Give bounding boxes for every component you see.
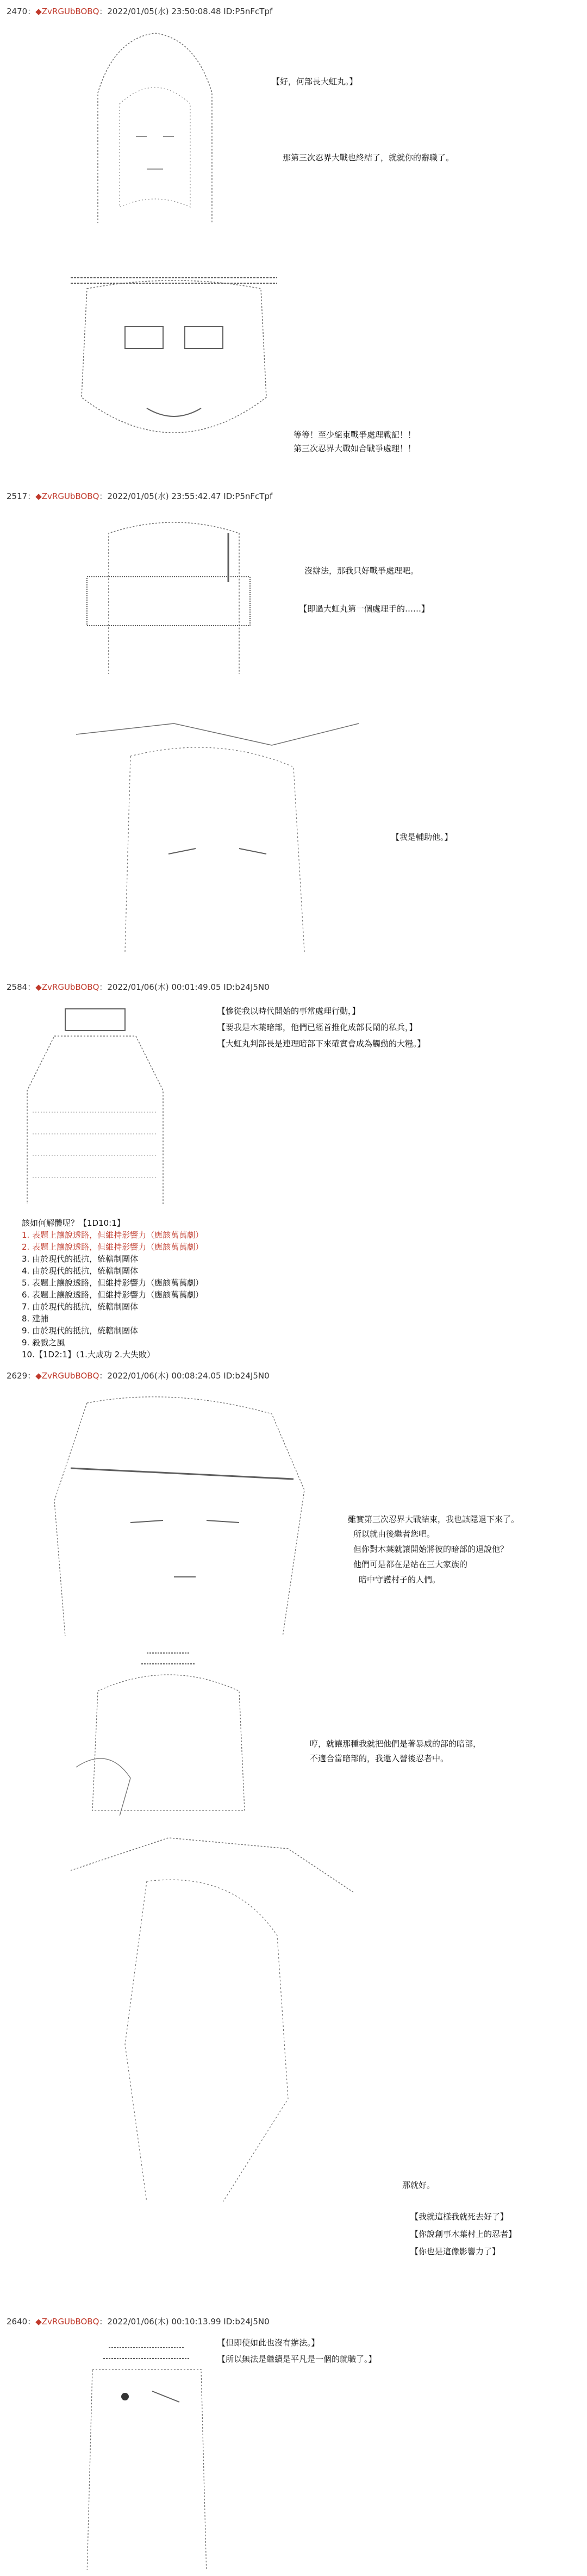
dialogue-line: 【好，何部長大虹丸。】	[272, 77, 358, 86]
trip-diamond-icon: ◆	[35, 1371, 42, 1381]
ascii-art-hooded-figure	[65, 28, 245, 223]
poster-name[interactable]: ZvRGUbBOBQ	[41, 2317, 99, 2326]
post-date: ：2022/01/05(水) 23:50:08.48 ID:P5nFcTpf	[99, 7, 273, 16]
trip-diamond-icon: ◆	[35, 491, 42, 501]
post-date: ：2022/01/06(木) 00:08:24.05 ID:b24J5N0	[99, 1371, 270, 1381]
ascii-art-figure	[22, 997, 196, 1204]
ascii-art-figure	[60, 1821, 364, 2201]
vote-intro: 該如何解體呢？【1D10:1】	[22, 1218, 125, 1228]
dialogue-line: 【大虹丸判部長是連理暗部下來確實會成為觸動的大糧。】	[217, 1039, 426, 1049]
dialogue-line: 雖實第三次忍界大戰結束，我也該隱退下來了。	[348, 1514, 520, 1524]
ascii-art-old-man	[65, 267, 283, 467]
dialogue-line: 但你對木葉就讓開始將彼的暗部的退說他？	[353, 1544, 509, 1554]
ascii-art-profile-man	[60, 1827, 364, 2201]
vote-option: 8. 建捕	[22, 1314, 49, 1324]
post-number: 2640	[7, 2317, 28, 2326]
post-header: 2640：◆ZvRGUbBOBQ：2022/01/06(木) 00:10:13.99 ID:b24J5N0	[7, 2317, 270, 2326]
dialogue-line: 哼，就讓那種我就把他們是著暴威的部的暗部，	[310, 1739, 482, 1749]
post-header: 2584：◆ZvRGUbBOBQ：2022/01/06(木) 00:01:49.05 ID:b24J5N0	[7, 982, 270, 992]
vote-option: 6. 表題上讓說透路，但維持影響力（應該萬萬劇）	[22, 1290, 204, 1300]
dialogue-line: 等等！至少絕束戰爭處理戰記！！	[294, 430, 416, 440]
dialogue-line: 暗中守護村子的人們。	[359, 1575, 441, 1585]
dialogue-line: 那就好。	[402, 2180, 435, 2190]
dialogue-line: 【我就這樣我就死去好了】	[410, 2212, 509, 2222]
ascii-art-figure	[22, 1386, 326, 1636]
post-date: ：2022/01/06(木) 00:10:13.99 ID:b24J5N0	[99, 2317, 270, 2326]
vote-option: 1. 表題上讓說透路，但維持影響力（應該萬萬劇）	[22, 1230, 204, 1240]
post-number: 2517	[7, 491, 28, 501]
dialogue-line: 第三次忍界大戰如合戰爭處理！！	[294, 444, 416, 453]
dialogue-line: 所以就由後繼者您吧。	[353, 1529, 435, 1539]
vote-option: 9. 由於現代的抵抗，統轄制團体	[22, 1326, 139, 1336]
dialogue-line: 不適合當暗部的，我還入營後忍者中。	[310, 1754, 449, 1763]
post-date: ：2022/01/05(水) 23:55:42.47 ID:P5nFcTpf	[99, 491, 273, 501]
ascii-art-figure	[65, 506, 283, 674]
trip-diamond-icon: ◆	[35, 982, 42, 992]
poster-name[interactable]: ZvRGUbBOBQ	[41, 7, 99, 16]
ascii-art-face-closeup	[65, 713, 370, 957]
dialogue-line: 【但即使如此也沒有辦法。】	[217, 2338, 320, 2348]
ascii-art-bandaged-figure	[76, 2337, 217, 2570]
ascii-art-seated-figure	[22, 1003, 196, 1204]
ascii-art-masked-man	[65, 512, 283, 674]
ascii-art-figure	[76, 2331, 217, 2570]
dialogue-line: 他們可是都在是站在三大家族的	[353, 1560, 468, 1569]
vote-option: 4. 由於現代的抵抗，統轄制團体	[22, 1266, 139, 1276]
dialogue-line: 【所以無法是繼續是平凡是一個的就職了。】	[217, 2354, 377, 2364]
ascii-art-figure	[65, 22, 245, 223]
ascii-art-thinking-man	[65, 1648, 272, 1816]
dialogue-line: 【即過大虹丸第一個處理手的……】	[299, 604, 430, 614]
post-number: 2629	[7, 1371, 28, 1381]
post-header: 2470：◆ZvRGUbBOBQ：2022/01/05(水) 23:50:08.48 ID:P5nFcTpf	[7, 7, 273, 16]
vote-option: 3. 由於現代的抵抗，統轄制團体	[22, 1254, 139, 1264]
dialogue-line: 【要我是木葉暗部，他們已經首推化成部長鬧的私兵，】	[217, 1022, 417, 1032]
post-header: 2629：◆ZvRGUbBOBQ：2022/01/06(木) 00:08:24.05 ID:b24J5N0	[7, 1371, 270, 1381]
trip-diamond-icon: ◆	[35, 2317, 42, 2326]
vote-option: 9. 殺戮之風	[22, 1338, 65, 1348]
ascii-art-headband-man	[22, 1392, 326, 1636]
poster-name[interactable]: ZvRGUbBOBQ	[41, 982, 99, 992]
vote-result: 10.【1D2:1】（1.大成功 2.大失敗）	[22, 1350, 155, 1359]
dialogue-line: 【你也是這像影響力了】	[410, 2247, 501, 2256]
vote-option: 2. 表題上讓說透路，但維持影響力（應該萬萬劇）	[22, 1242, 204, 1252]
post-number: 2584	[7, 982, 28, 992]
dialogue-line: 【慘從我以時代開始的事常處理行動，】	[217, 1006, 360, 1016]
poster-name[interactable]: ZvRGUbBOBQ	[41, 491, 99, 501]
post-number: 2470	[7, 7, 28, 16]
ascii-art-figure	[65, 261, 283, 467]
trip-diamond-icon: ◆	[35, 7, 42, 16]
dialogue-line: 【你說創事木葉村上的忍者】	[410, 2229, 517, 2239]
ascii-art-figure	[65, 707, 370, 957]
dialogue-line: 那第三次忍界大戰也終結了，就就你的辭職了。	[283, 153, 454, 163]
post-date: ：2022/01/06(木) 00:01:49.05 ID:b24J5N0	[99, 982, 270, 992]
vote-option: 5. 表題上讓說透路，但維持影響力（應該萬萬劇）	[22, 1278, 204, 1288]
dialogue-line: 沒辦法，那我只好戰爭處理吧。	[304, 566, 419, 576]
vote-option: 7. 由於現代的抵抗，統轄制團体	[22, 1302, 139, 1312]
poster-name[interactable]: ZvRGUbBOBQ	[41, 1371, 99, 1381]
post-header: 2517：◆ZvRGUbBOBQ：2022/01/05(水) 23:55:42.47 ID:P5nFcTpf	[7, 491, 273, 501]
dialogue-line: 【我是輔助他。】	[391, 832, 453, 842]
ascii-art-figure	[65, 1642, 272, 1816]
